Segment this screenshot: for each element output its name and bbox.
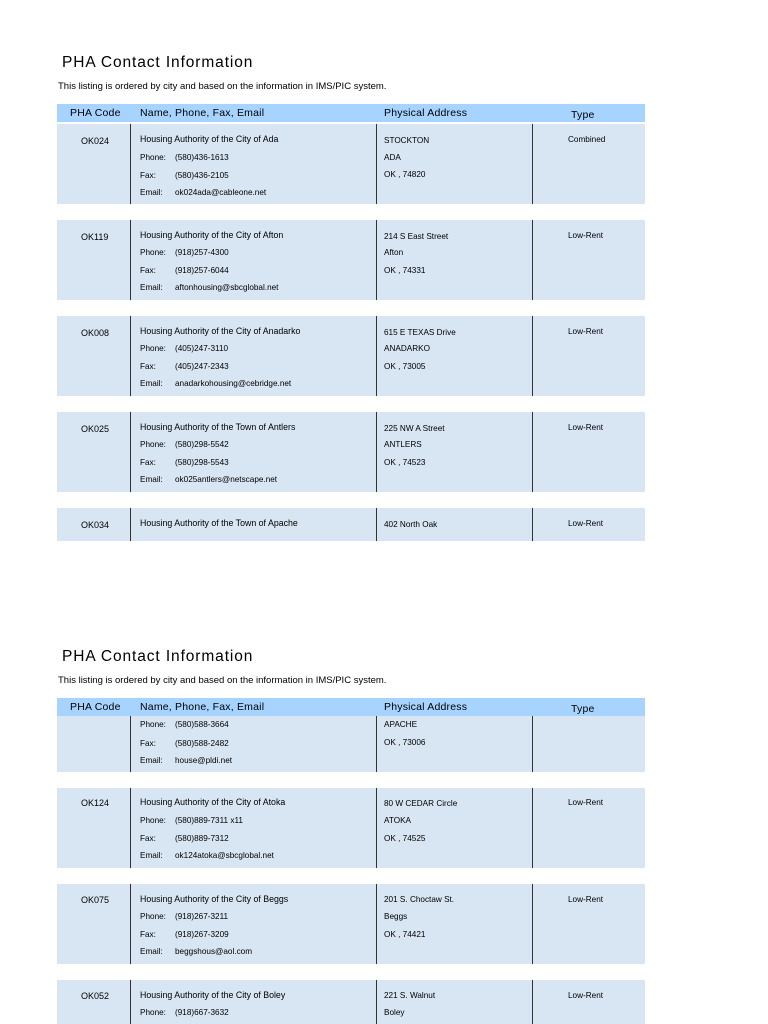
address-line-2: Beggs <box>384 912 408 921</box>
phone-label: Phone: <box>140 440 166 449</box>
phone-value: (918)267-3211 <box>175 912 229 921</box>
column-divider <box>532 788 533 868</box>
pha-code: OK024 <box>81 136 110 146</box>
fax-line <box>140 739 229 748</box>
column-divider <box>130 788 131 868</box>
header-address: Physical Address <box>384 107 468 119</box>
header-type: Type <box>571 109 595 121</box>
address-line-3: OK , 74523 <box>384 458 426 467</box>
fax-label: Fax: <box>140 458 156 467</box>
phone-value: (580)298-5542 <box>175 440 229 449</box>
table-row <box>57 884 645 964</box>
page-title: PHA Contact Information <box>62 648 254 665</box>
pha-code: OK119 <box>81 232 109 242</box>
email-label: Email: <box>140 283 163 292</box>
column-divider <box>376 788 377 868</box>
email-label: Email: <box>140 947 163 956</box>
column-divider <box>130 980 131 1024</box>
address-line-2: ADA <box>384 153 401 162</box>
address-line-3: OK , 74820 <box>384 170 426 179</box>
address-line-1: 221 S. Walnut <box>384 991 436 1000</box>
email-value: aftonhousing@sbcglobal.net <box>175 283 279 292</box>
email-value: house@pldi.net <box>175 756 233 765</box>
address-line-3: OK , 74421 <box>384 930 426 939</box>
table-row <box>57 980 645 1024</box>
address-line-1: 80 W CEDAR Circle <box>384 799 458 808</box>
email-line <box>140 947 252 956</box>
email-line <box>140 851 274 860</box>
fax-value: (580)298-5543 <box>175 458 229 467</box>
address-line-1: 402 North Oak <box>384 520 438 529</box>
address-line-2: OK , 73006 <box>384 738 426 747</box>
fax-label: Fax: <box>140 739 156 748</box>
phone-line <box>140 912 228 921</box>
fax-value: (405)247-2343 <box>175 362 229 371</box>
email-value: ok124atoka@sbcglobal.net <box>175 851 274 860</box>
pha-name: Housing Authority of the City of Atoka <box>140 797 286 807</box>
pha-name: Housing Authority of the Town of Antlers <box>140 422 296 432</box>
column-divider <box>532 980 533 1024</box>
fax-value: (580)588-2482 <box>175 739 229 748</box>
phone-value: (918)257-4300 <box>175 248 229 257</box>
phone-label: Phone: <box>140 720 166 729</box>
pha-type: Low-Rent <box>568 327 604 336</box>
table-row <box>57 788 645 868</box>
email-label: Email: <box>140 756 163 765</box>
fax-value: (580)889-7312 <box>175 834 229 843</box>
phone-line <box>140 720 229 729</box>
column-divider <box>130 884 131 964</box>
phone-value: (580)588-3664 <box>175 720 229 729</box>
pha-code: OK075 <box>81 895 110 905</box>
column-divider <box>376 884 377 964</box>
column-divider <box>532 716 533 772</box>
fax-label: Fax: <box>140 171 156 180</box>
pha-type: Low-Rent <box>568 895 604 904</box>
address-line-3: OK , 74525 <box>384 834 426 843</box>
phone-label: Phone: <box>140 248 166 257</box>
email-value: ok024ada@cableone.net <box>175 188 267 197</box>
header-name: Name, Phone, Fax, Email <box>140 701 265 713</box>
column-divider <box>376 980 377 1024</box>
email-value: beggshous@aol.com <box>175 947 253 956</box>
address-line-1: 214 S East Street <box>384 232 449 241</box>
fax-line <box>140 930 229 939</box>
phone-label: Phone: <box>140 1008 166 1017</box>
fax-label: Fax: <box>140 930 156 939</box>
pha-name: Housing Authority of the City of Boley <box>140 990 286 1000</box>
email-line <box>140 756 232 765</box>
address-line-3: OK , 73005 <box>384 362 426 371</box>
address-line-1: STOCKTON <box>384 136 430 145</box>
pha-type: Low-Rent <box>568 991 604 1000</box>
table-header <box>57 698 645 716</box>
fax-label: Fax: <box>140 362 156 371</box>
header-type: Type <box>571 703 595 715</box>
phone-value: (405)247-3110 <box>175 344 229 353</box>
address-line-2: ANADARKO <box>384 344 430 353</box>
pha-code: OK052 <box>81 991 110 1001</box>
column-divider <box>376 716 377 772</box>
address-line-2: ATOKA <box>384 816 411 825</box>
pha-name: Housing Authority of the Town of Apache <box>140 518 298 528</box>
page-title: PHA Contact Information <box>62 54 254 71</box>
email-label: Email: <box>140 475 163 484</box>
email-label: Email: <box>140 851 163 860</box>
phone-line <box>140 816 243 825</box>
phone-value: (580)436-1613 <box>175 153 229 162</box>
pha-type: Low-Rent <box>568 231 604 240</box>
fax-label: Fax: <box>140 834 156 843</box>
header-name: Name, Phone, Fax, Email <box>140 107 265 119</box>
header-pha-code: PHA Code <box>70 701 121 713</box>
pha-type: Low-Rent <box>568 798 604 807</box>
fax-label: Fax: <box>140 266 156 275</box>
pha-type: Low-Rent <box>568 423 604 432</box>
pha-code: OK124 <box>81 798 110 808</box>
phone-label: Phone: <box>140 912 166 921</box>
column-divider <box>532 884 533 964</box>
address-line-1: 201 S. Choctaw St. <box>384 895 455 904</box>
pha-code: OK025 <box>81 424 110 434</box>
address-line-2: ANTLERS <box>384 440 422 449</box>
email-value: anadarkohousing@cebridge.net <box>175 379 292 388</box>
phone-label: Phone: <box>140 344 166 353</box>
email-value: ok025antlers@netscape.net <box>175 475 278 484</box>
pha-name: Housing Authority of the City of Afton <box>140 230 284 240</box>
fax-value: (918)267-3209 <box>175 930 229 939</box>
address-line-2: Boley <box>384 1008 405 1017</box>
pha-code: OK034 <box>81 520 110 530</box>
fax-value: (580)436-2105 <box>175 171 229 180</box>
table-row-continued <box>57 716 645 772</box>
pha-name: Housing Authority of the City of Anadarko <box>140 326 301 336</box>
phone-label: Phone: <box>140 816 166 825</box>
pha-type: Low-Rent <box>568 519 604 528</box>
phone-line <box>140 1008 229 1017</box>
page-subtitle: This listing is ordered by city and based on the information in IMS/PIC system. <box>58 675 387 686</box>
address-line-2: Afton <box>384 248 404 257</box>
fax-value: (918)257-6044 <box>175 266 229 275</box>
phone-label: Phone: <box>140 153 166 162</box>
header-address: Physical Address <box>384 701 468 713</box>
address-line-1: APACHE <box>384 720 418 729</box>
fax-line <box>140 834 229 843</box>
email-label: Email: <box>140 188 163 197</box>
address-line-1: 615 E TEXAS Drive <box>384 328 456 337</box>
page-subtitle: This listing is ordered by city and based on the information in IMS/PIC system. <box>58 81 387 92</box>
header-pha-code: PHA Code <box>70 107 121 119</box>
email-label: Email: <box>140 379 163 388</box>
pha-type: Combined <box>568 135 606 144</box>
address-line-3: OK , 74331 <box>384 266 426 275</box>
address-line-1: 225 NW A Street <box>384 424 445 433</box>
phone-value: (918)667-3632 <box>175 1008 229 1017</box>
pha-code: OK008 <box>81 328 110 338</box>
column-divider <box>130 716 131 772</box>
pha-name: Housing Authority of the City of Ada <box>140 134 279 144</box>
phone-value: (580)889-7311 x11 <box>175 816 243 825</box>
pha-name: Housing Authority of the City of Beggs <box>140 894 289 904</box>
